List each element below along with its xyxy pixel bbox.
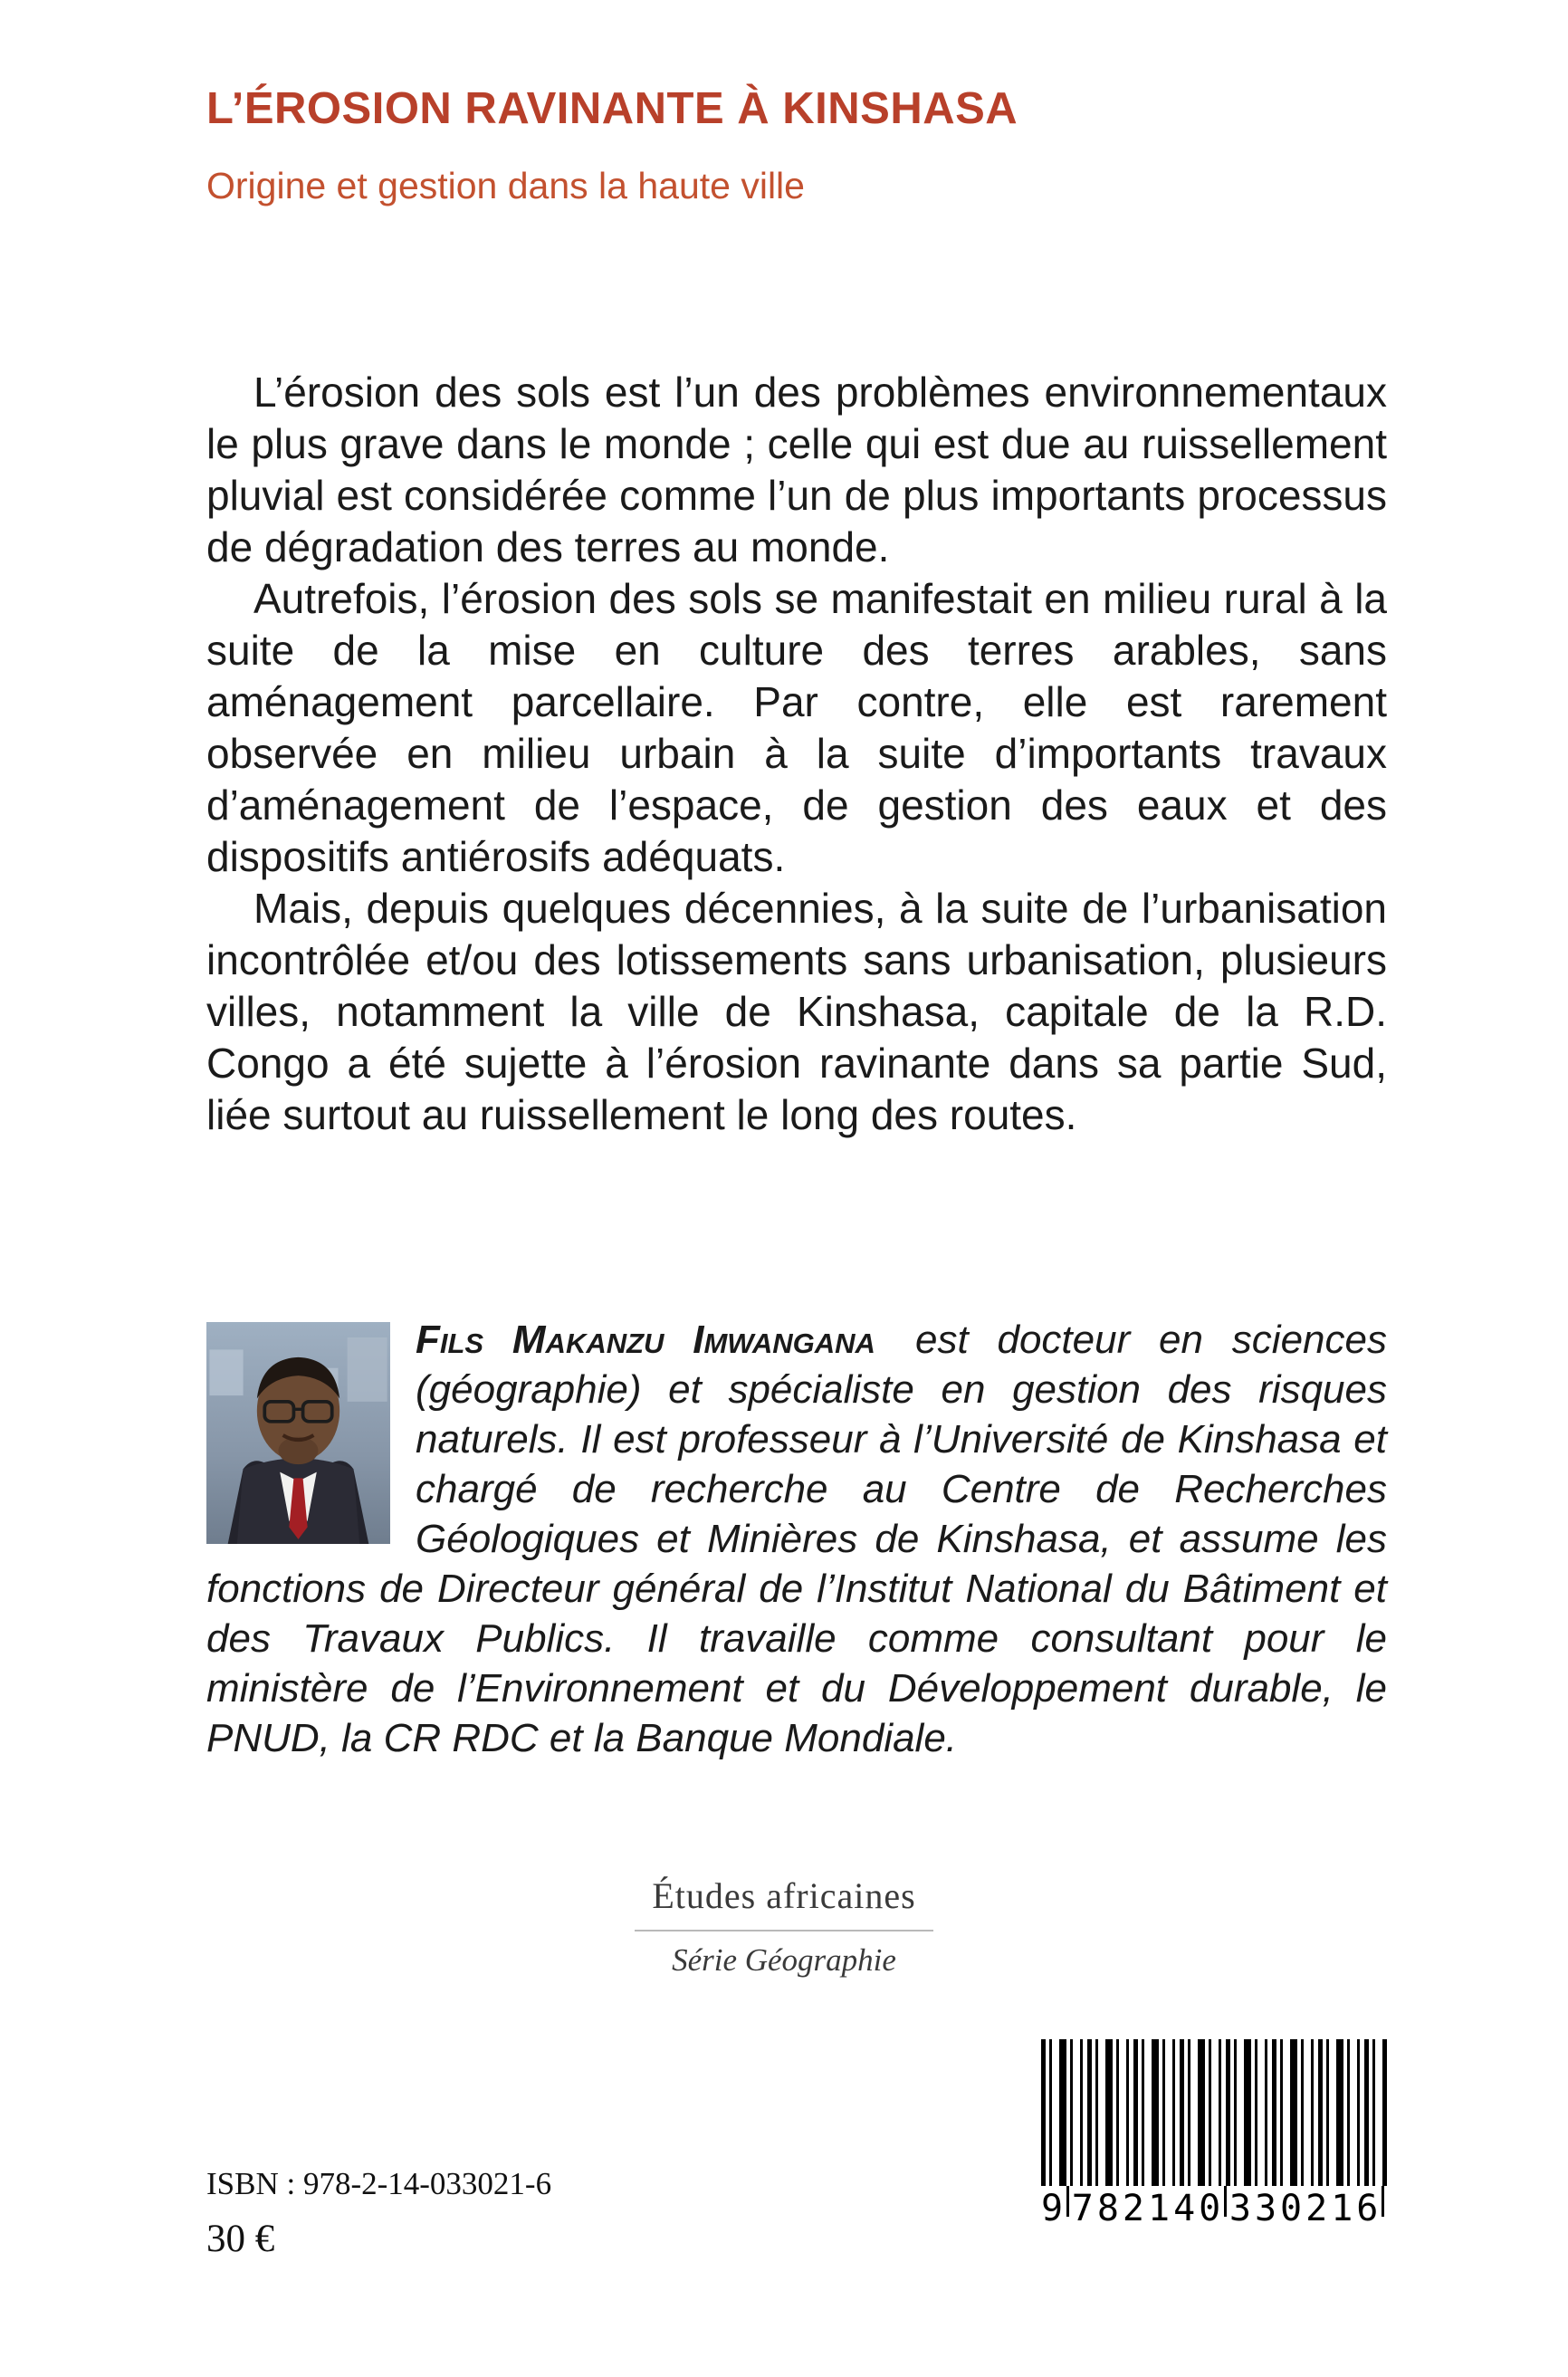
author-photo <box>206 1322 390 1544</box>
barcode-number <box>1041 2186 1387 2231</box>
barcode-digit-group-3: 330216 <box>1229 2188 1382 2229</box>
isbn-text: ISBN : 978-2-14-033021-6 <box>206 2166 552 2201</box>
author-name: Fils Makanzu Imwangana <box>416 1318 875 1362</box>
synopsis-paragraph-2: Autrefois, l’érosion des sols se manifestait en milieu rural à la suite de la mise en culture des terres arables, sans aménagement parcellaire. Par contre, elle est rarement observée en milieu urbain à la suite d’importants travaux d’aménagement de l’espace, de gestion des eaux et des dispositifs antiérosifs adéquats. <box>206 575 1387 880</box>
synopsis <box>206 367 1387 1141</box>
book-subtitle: Origine et gestion dans la haute ville <box>206 165 805 206</box>
barcode-digit-group-1: 9 <box>1041 2188 1067 2229</box>
price-text: 30 € <box>206 2218 275 2260</box>
author-bio-body: est docteur en sciences (géographie) et spécialiste en gestion des risques naturels. Il est professeur à l’Université de Kinshasa et chargé de recherche au Centre de Recherches Géologiques et Minières de Kinshasa, et assume les fonctions de Directeur général de l’Institut National du Bâtiment et des Travaux Publics. Il travaille comme consultant pour le ministère de l’Environnement et du Développement durable, le PNUD, la CR RDC et la Banque Mondiale. <box>206 1318 1387 1760</box>
collection-divider <box>635 1930 933 1931</box>
barcode <box>1041 2039 1387 2231</box>
synopsis-paragraph-1: L’érosion des sols est l’un des problèmes environnementaux le plus grave dans le monde ; celle qui est due au ruissellement pluvial est considérée comme l’un de plus importants processus de dégradation des terres au monde. <box>206 369 1387 570</box>
collection-series: Série Géographie <box>672 1942 896 1978</box>
book-title: L’ÉROSION RAVINANTE À KINSHASA <box>206 84 1018 133</box>
barcode-digit-group-2: 782140 <box>1071 2188 1225 2229</box>
synopsis-paragraph-3: Mais, depuis quelques décennies, à la suite de l’urbanisation incontrôlée et/ou des lotissements sans urbanisation, plusieurs villes, notamment la ville de Kinshasa, capitale de la R.D. Congo a été sujette à l’érosion ravinante dans sa partie Sud, liée surtout au ruissellement le long des routes. <box>206 885 1387 1138</box>
collection-name: Études africaines <box>652 1875 916 1916</box>
author-bio <box>206 1315 1387 1763</box>
barcode-bars <box>1041 2039 1387 2186</box>
barcode-guard-right <box>1382 2186 1387 2217</box>
collection-block <box>0 1874 1568 1979</box>
